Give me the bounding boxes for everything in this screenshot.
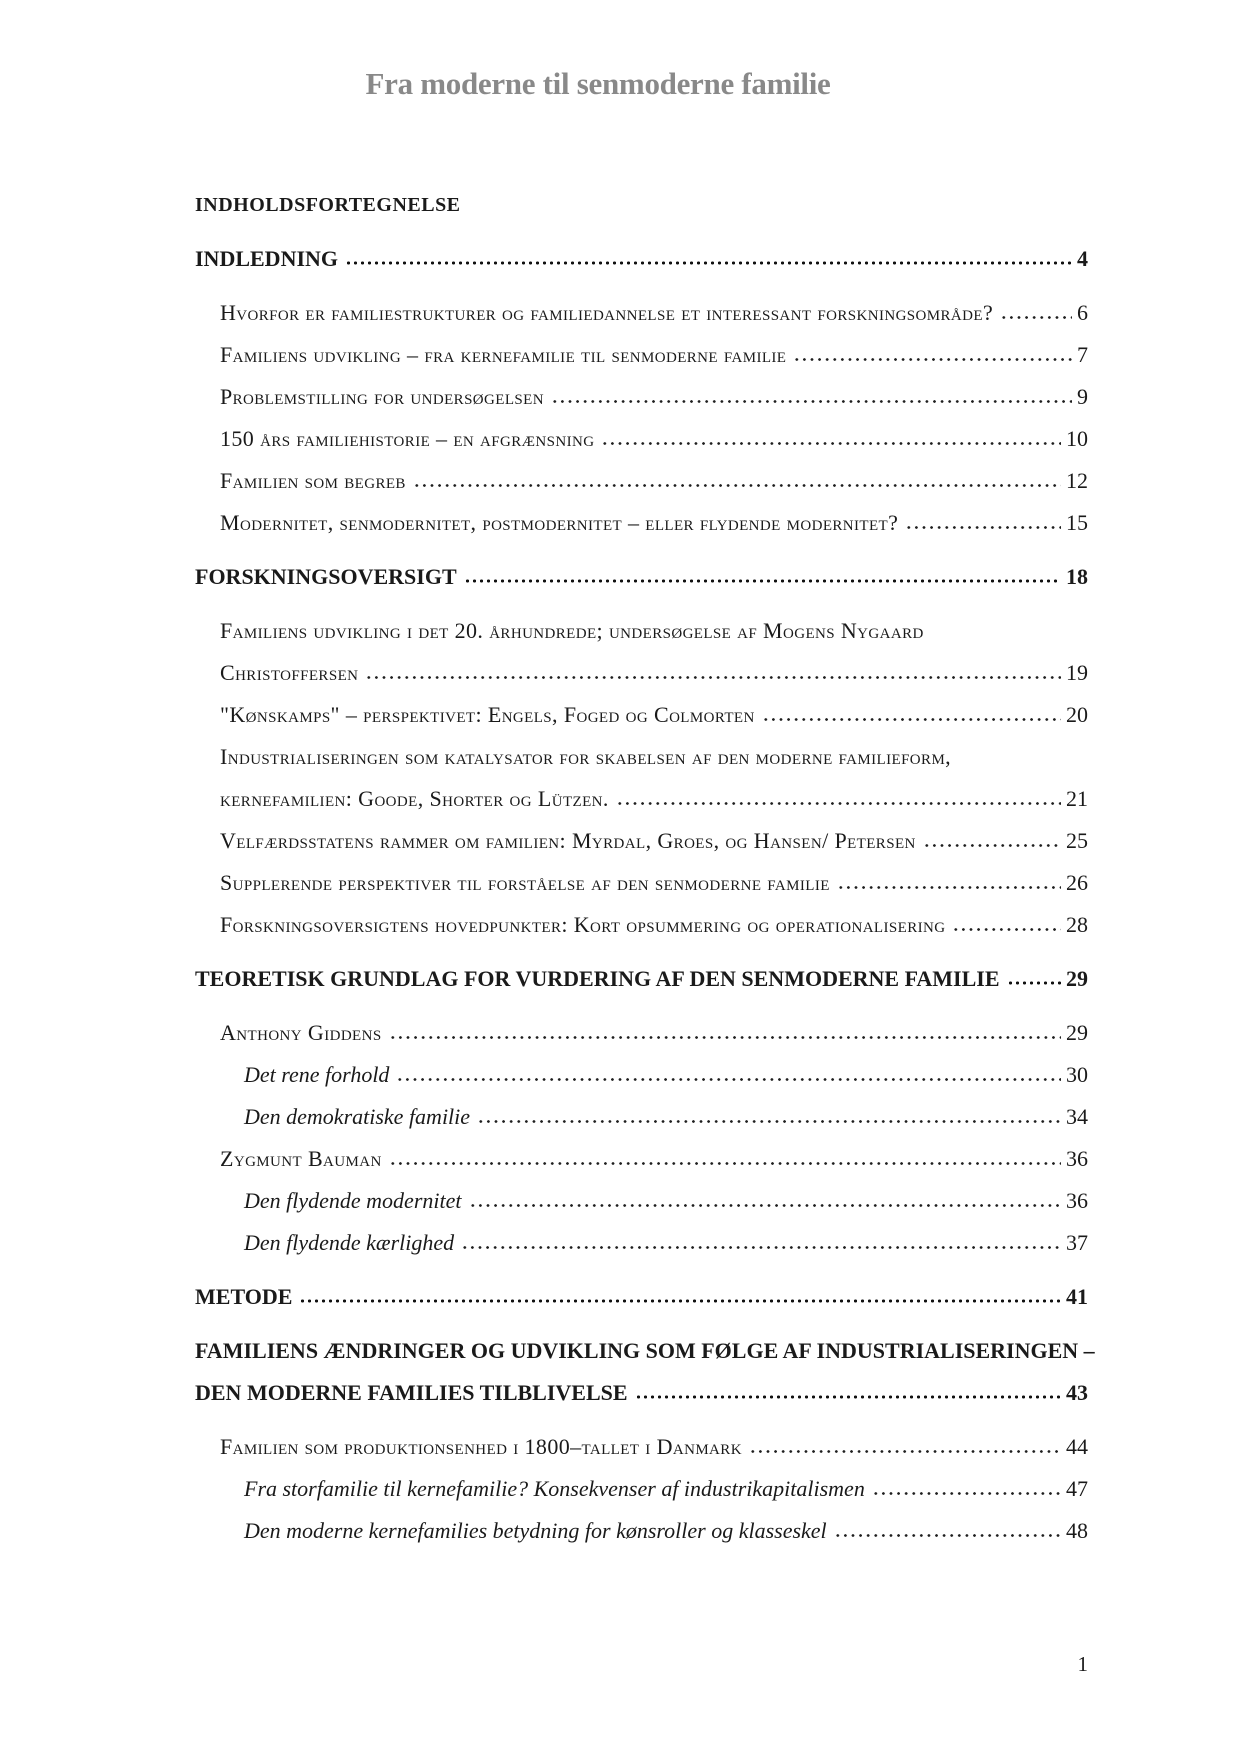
- toc-entry: [195, 556, 1088, 598]
- toc-entry-page: 12: [1066, 468, 1088, 493]
- dot-leader: [635, 1394, 1061, 1400]
- toc-entry-page: 18: [1066, 564, 1088, 589]
- toc-entry-page: 20: [1066, 702, 1088, 727]
- toc-entry-text: METODE: [195, 1284, 293, 1309]
- toc-entry-text: Familien som produktionsenhed i 1800–tallet i Danmark: [220, 1434, 742, 1459]
- dot-leader: [365, 675, 1061, 680]
- toc-entry-page: 4: [1077, 246, 1088, 271]
- dot-leader: [616, 801, 1061, 806]
- toc-entry: [195, 1054, 1088, 1096]
- toc-entry-text: "Kønskamps" – perspektivet: Engels, Foged og Colmorten: [220, 702, 755, 727]
- toc-entry-text: Christoffersen: [220, 660, 359, 685]
- toc-list: [195, 238, 1095, 1552]
- document-header-title: Fra moderne til senmoderne familie: [365, 66, 831, 101]
- toc-entry-text: Hvorfor er familiestrukturer og familiedannelse et interessant forskningsområde?: [220, 300, 994, 325]
- toc-entry: [195, 736, 1088, 778]
- dot-leader: [299, 1298, 1061, 1304]
- toc-entry-page: 43: [1066, 1380, 1088, 1405]
- dot-leader: [464, 578, 1061, 584]
- toc-entry: [195, 502, 1088, 544]
- toc-entry-text: Den flydende modernitet: [244, 1188, 462, 1213]
- dot-leader: [872, 1491, 1061, 1496]
- toc-entry: [195, 778, 1088, 820]
- toc-entry-page: 29: [1066, 966, 1088, 991]
- toc-entry: [195, 862, 1088, 904]
- dot-leader: [601, 441, 1061, 446]
- dot-leader: [952, 927, 1061, 932]
- toc-entry-page: 7: [1077, 342, 1088, 367]
- toc-entry-page: 29: [1066, 1020, 1088, 1045]
- toc-entry-text: Modernitet, senmodernitet, postmodernitet – eller flydende modernitet?: [220, 510, 899, 535]
- toc-entry-text: Supplerende perspektiver til forståelse af den senmoderne familie: [220, 870, 830, 895]
- dot-leader: [469, 1203, 1062, 1208]
- toc-entry-page: 28: [1066, 912, 1088, 937]
- toc-entry-text: kernefamilien: Goode, Shorter og Lützen.: [220, 786, 609, 811]
- toc-entry-text: FORSKNINGSOVERSIGT: [195, 564, 457, 589]
- toc-entry-page: 6: [1077, 300, 1088, 325]
- toc-entry-page: 37: [1066, 1230, 1088, 1255]
- toc-entry-text: Anthony Giddens: [220, 1020, 382, 1045]
- dot-leader: [477, 1119, 1061, 1124]
- toc-entry: [195, 694, 1088, 736]
- dot-leader: [793, 357, 1072, 362]
- toc-entry-text: FAMILIENS ÆNDRINGER OG UDVIKLING SOM FØLGE AF INDUSTRIALISERINGEN –: [195, 1338, 1095, 1363]
- toc-entry-page: 19: [1066, 660, 1088, 685]
- toc-entry-page: 41: [1066, 1284, 1088, 1309]
- toc-entry-text: TEORETISK GRUNDLAG FOR VURDERING AF DEN SENMODERNE FAMILIE: [195, 966, 1000, 991]
- toc-entry: [195, 238, 1088, 280]
- dot-leader: [905, 525, 1061, 530]
- toc-entry-page: 9: [1077, 384, 1088, 409]
- toc-entry: [195, 652, 1088, 694]
- toc-entry: [195, 1330, 1095, 1372]
- dot-leader: [1000, 315, 1072, 320]
- dot-leader: [837, 885, 1061, 890]
- dot-leader: [413, 483, 1061, 488]
- toc-heading: INDHOLDSFORTEGNELSE: [195, 194, 461, 216]
- dot-leader: [834, 1533, 1061, 1538]
- toc-entry-text: Forskningsoversigtens hovedpunkter: Kort opsummering og operationalisering: [220, 912, 946, 937]
- toc-entry-page: 48: [1066, 1518, 1088, 1543]
- toc-entry: [195, 334, 1088, 376]
- toc-entry: [195, 958, 1088, 1000]
- toc-entry-text: Den flydende kærlighed: [244, 1230, 455, 1255]
- toc-entry: [195, 1012, 1088, 1054]
- toc-entry: [195, 904, 1088, 946]
- toc-entry-page: 25: [1066, 828, 1088, 853]
- toc-entry-page: 21: [1066, 786, 1088, 811]
- toc-entry-text: DEN MODERNE FAMILIES TILBLIVELSE: [195, 1380, 628, 1405]
- toc-entry: [195, 1510, 1088, 1552]
- dot-leader: [345, 260, 1072, 266]
- toc-entry: [195, 1468, 1088, 1510]
- toc-entry-page: 15: [1066, 510, 1088, 535]
- toc-entry: [195, 1372, 1088, 1414]
- toc-entry: [195, 1096, 1088, 1138]
- dot-leader: [762, 717, 1061, 722]
- toc-entry-text: Den demokratiske familie: [244, 1104, 471, 1129]
- toc-entry-text: INDLEDNING: [195, 246, 339, 271]
- toc-entry-text: Zygmunt Bauman: [220, 1146, 382, 1171]
- toc-entry: [195, 460, 1088, 502]
- toc-entry-text: Fra storfamilie til kernefamilie? Konsekvenser af industrikapitalismen: [244, 1476, 865, 1501]
- toc-entry-page: 44: [1066, 1434, 1088, 1459]
- dot-leader: [389, 1161, 1061, 1166]
- dot-leader: [1007, 980, 1061, 986]
- toc-entry: [195, 376, 1088, 418]
- toc-entry: [195, 1180, 1088, 1222]
- dot-leader: [923, 843, 1061, 848]
- toc-entry-text: Familiens udvikling – fra kernefamilie til senmoderne familie: [220, 342, 787, 367]
- toc-entry: [195, 1138, 1088, 1180]
- dot-leader: [749, 1449, 1061, 1454]
- toc-entry-text: 150 års familiehistorie – en afgrænsning: [220, 426, 595, 451]
- dot-leader: [389, 1035, 1061, 1040]
- toc-entry-text: Problemstilling for undersøgelsen: [220, 384, 544, 409]
- toc-entry-text: Familiens udvikling i det 20. århundrede; undersøgelse af Mogens Nygaard: [220, 618, 924, 643]
- dot-leader: [551, 399, 1072, 404]
- toc-entry-text: Familien som begreb: [220, 468, 406, 493]
- page-number: 1: [1077, 1652, 1088, 1676]
- toc-entry: [195, 418, 1088, 460]
- toc-entry-text: Industrialiseringen som katalysator for skabelsen af den moderne familieform,: [220, 744, 952, 769]
- toc-entry-page: 47: [1066, 1476, 1088, 1501]
- toc-entry: [195, 292, 1088, 334]
- toc-entry-page: 36: [1066, 1188, 1088, 1213]
- table-of-contents: [195, 184, 1095, 1552]
- dot-leader: [461, 1245, 1061, 1250]
- toc-entry-page: 30: [1066, 1062, 1088, 1087]
- toc-entry-text: Det rene forhold: [244, 1062, 390, 1087]
- toc-entry-text: Den moderne kernefamilies betydning for kønsroller og klasseskel: [244, 1518, 827, 1543]
- toc-entry-page: 34: [1066, 1104, 1088, 1129]
- toc-entry: [195, 1222, 1088, 1264]
- toc-entry: [195, 820, 1088, 862]
- toc-entry: [195, 1426, 1088, 1468]
- toc-entry: [195, 610, 1088, 652]
- toc-entry-page: 26: [1066, 870, 1088, 895]
- toc-entry-page: 36: [1066, 1146, 1088, 1171]
- toc-entry-page: 10: [1066, 426, 1088, 451]
- toc-entry: [195, 1276, 1088, 1318]
- toc-entry-text: Velfærdsstatens rammer om familien: Myrdal, Groes, og Hansen/ Petersen: [220, 828, 916, 853]
- dot-leader: [396, 1077, 1061, 1082]
